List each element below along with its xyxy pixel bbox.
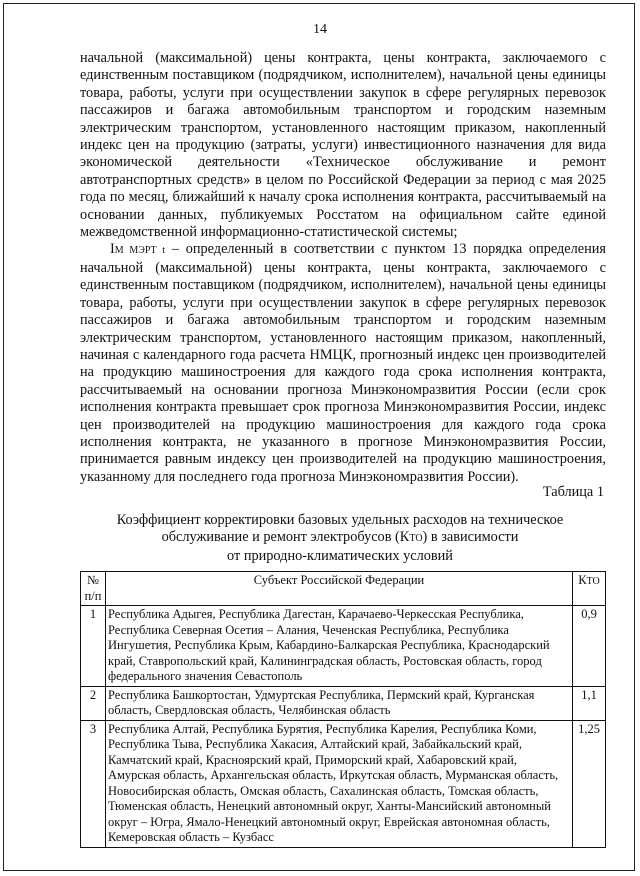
- header-subject: Субъект Российской Федерации: [106, 572, 573, 606]
- row-subject: Республика Башкортостан, Удмуртская Республика, Пермский край, Курганская область, Свердловская область, Челябинская область: [106, 686, 573, 720]
- index-symbol: I: [110, 241, 115, 258]
- paragraph-index-definition: [80, 241, 606, 486]
- body-text: [80, 50, 606, 486]
- table-header-row: [81, 572, 606, 606]
- paragraph-continuation: начальной (максимальной) цены контракта, цены контракта, заключаемого с единственным поставщиком (подрядчиком, исполнителем), начальной цены единицы товара, работы, услуги при осуществлении закупок в сфере регулярных перевозок пассажиров и багажа автомобильным транспортом и городским наземным электрическим транспортом, установленного настоящим приказом, накопленный индекс цен на продукцию (затраты, услуги) инвестиционного назначения для вида экономической деятельности «Техническое обслуживание и ремонт автотранспортных средств» в целом по Российской Федерации за период с мая 2025 года по месяц, ближайший к началу срока исполнения контракта, рассчитываемый на основании данных, публикуемых Росстатом на официальном сайте единой межведомственной информационно-статистической системы;: [80, 50, 606, 241]
- row-num: 3: [81, 720, 106, 847]
- header-coef: КТО: [573, 572, 606, 606]
- coefficient-table: [80, 571, 606, 848]
- row-coef: 0,9: [573, 606, 606, 687]
- row-coef: 1,25: [573, 720, 606, 847]
- table-row: [81, 686, 606, 720]
- table-label: Таблица 1: [542, 484, 604, 500]
- header-num: № п/п: [81, 572, 106, 606]
- index-definition-text: – определенный в соответствии с пунктом 13 порядка определения начальной (максимальной) цены контракта, цены контракта, заключаемого с единственным поставщиком (подрядчиком, исполнителем), начальной цены единицы товара, работы, услуги при осуществлении закупок в сфере регулярных перевозок пассажиров и багажа автомобильным транспортом и городским наземным электрическим транспортом, установленного настоящим приказом, накопленный, начиная с календарного года расчета НМЦК, прогнозный индекс цен производителей на продукцию машиностроения для каждого года срока исполнения контракта, рассчитываемый на основании прогноза Минэкономразвития России (если срок исполнения контракта превышает срок прогноза Минэкономразвития России, индекс цен производителей на продукцию машиностроения для каждого года срока исполнения контракта, не указанного в прогнозе Минэкономразвития России, принимается равным индексу цен производителей на продукцию машиностроения, указанному для последнего года прогноза Минэкономразвития России).: [80, 241, 606, 485]
- row-num: 1: [81, 606, 106, 687]
- index-symbol-subscript: М МЭРТ t: [114, 245, 166, 257]
- table-row: [81, 720, 606, 847]
- table-title: [90, 512, 590, 565]
- table-title-line-3: от природно-климатических условий: [227, 547, 453, 564]
- row-coef: 1,1: [573, 686, 606, 720]
- row-num: 2: [81, 686, 106, 720]
- table-title-line-2: обслуживание и ремонт электробусов (КТО) в зависимости: [161, 529, 519, 546]
- table-row: [81, 606, 606, 687]
- row-subject: Республика Алтай, Республика Бурятия, Республика Карелия, Республика Коми, Республика Тыва, Республика Хакасия, Алтайский край, Забайкальский край, Камчатский край, Красноярский край, Приморский край, Хабаровский край, Амурская область, Архангельская область, Иркутская область, Мурманская область, Новосибирская область, Омская область, Сахалинская область, Томская область, Тюменская область, Ненецкий автономный округ, Ханты-Мансийский автономный округ – Югра, Ямало-Ненецкий автономный округ, Еврейская автономная область, Кемеровская область – Кузбасс: [106, 720, 573, 847]
- row-subject: Республика Адыгея, Республика Дагестан, Карачаево-Черкесская Республика, Республика Северная Осетия – Алания, Чеченская Республика, Республика Ингушетия, Республика Крым, Кабардино-Балкарская Республика, Краснодарский край, Ставропольский край, Калининградская область, Ростовская область, город федерального значения Севастополь: [106, 606, 573, 687]
- page-number: 14: [313, 22, 327, 37]
- table-title-line-1: Коэффициент корректировки базовых удельных расходов на техническое: [116, 512, 564, 528]
